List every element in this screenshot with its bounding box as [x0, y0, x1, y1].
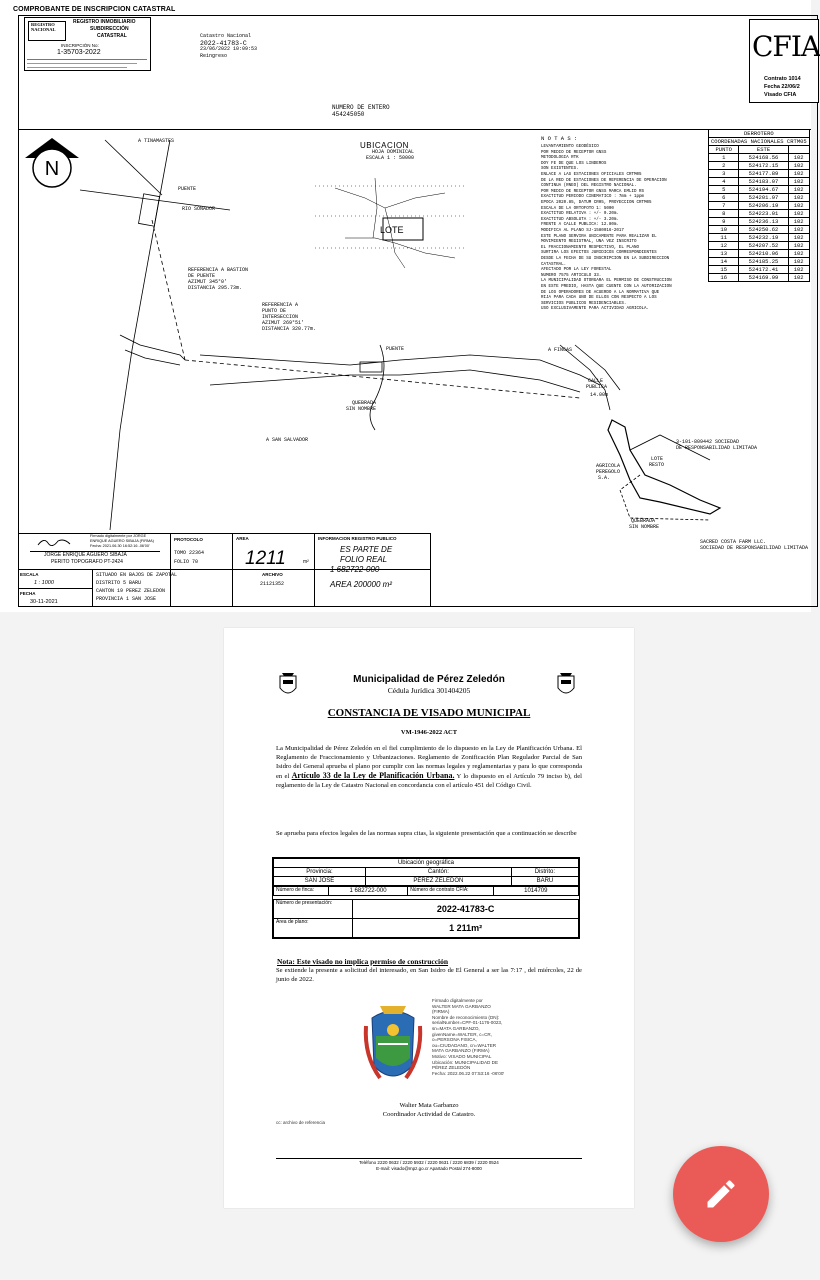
paragraph-1-text-a: La Municipalidad de Pérez Zeledón en el fiel cumplimiento de lo dispuesto en la Ley de Planificación Urbana. El Reglamento de Fraccionamiento y Urbanizaciones. Reglamento de Zonificación Plan Regulador Parcial de San Isidro del General aprueba el plano por cumplir con las normas legales y reglamentarias y para lo que corresponda en el: [276, 745, 582, 781]
certificate-paragraph-1: [276, 745, 582, 791]
signer-title: Coordinador Actividad de Catastro.: [382, 1111, 476, 1118]
catastro-title: Catastro Nacional: [200, 33, 252, 39]
label-resto: RESTO: [649, 462, 665, 468]
digital-signature-text: [432, 998, 522, 1076]
inscription-number: 1-35703-2022: [57, 49, 101, 56]
coord-norte: 102: [788, 178, 809, 186]
cadastral-plan-page: [0, 0, 820, 612]
table-header: Ubicación geográfica: [274, 859, 579, 868]
coord-punto: 12: [709, 242, 739, 250]
coord-row: [709, 202, 810, 210]
note-line: POR MEDIO DE RECEPTOR GNSS MARCA EMLID RS: [541, 189, 645, 194]
situado-line1: SITUADO EN BAJOS DE ZAPOTAL: [96, 572, 178, 578]
coord-norte: 102: [788, 250, 809, 258]
note-line: AFECTADO POR LA LEY FORESTAL: [541, 268, 612, 273]
cfia-visado: Visado CFIA: [764, 92, 797, 98]
finca-value: 1 682722-000: [328, 887, 407, 896]
coord-este: 524183.07: [739, 178, 788, 186]
coord-norte: 102: [788, 258, 809, 266]
label-calle1: CALLE: [588, 378, 604, 384]
coord-norte: 102: [788, 226, 809, 234]
certificate-paragraph-2: Se aprueba para efectos legales de las normas supra citas, la siguiente presentación que a continuación se describe: [276, 830, 577, 837]
label-lote: LOTE: [651, 456, 664, 462]
registro-line3: 1 682722-000: [330, 565, 380, 574]
titleblock-v4: [314, 533, 315, 607]
fecha-label: FECHA: [20, 591, 36, 596]
presentacion-label: Número de presentación:: [274, 900, 353, 919]
ubicacion-scale: ESCALA 1 : 50000: [366, 155, 415, 161]
registro-line4: AREA 200000 m²: [330, 580, 392, 589]
label-ref-interseccion2: PUNTO DE: [262, 308, 287, 314]
coord-norte: 102: [788, 202, 809, 210]
coord-norte: 102: [788, 162, 809, 170]
registry-logo-line1: REGISTRO: [31, 22, 55, 27]
coord-norte: 102: [788, 234, 809, 242]
signature-line: Nombre de reconocimiento (DN):: [432, 1014, 500, 1020]
coord-norte: 102: [788, 274, 809, 282]
coord-norte: 102: [788, 210, 809, 218]
note-line: NUMERO 7575 ARTICULO 33.: [541, 273, 602, 278]
signature-line: WALTER MATA GARBANZO: [432, 1003, 491, 1009]
coord-col-punto: PUNTO: [709, 146, 739, 154]
coord-norte: 102: [788, 218, 809, 226]
entry-number: 454245050: [332, 111, 365, 118]
note-line: SERVICIOS PUBLICOS RESIDENCIABLES.: [541, 301, 627, 306]
coord-row: [709, 210, 810, 218]
distrito-label: Distrito:: [511, 868, 578, 877]
note-line: EPOCA 2020.85, DATUM CR05, PROYECCION CRTM05: [541, 201, 652, 205]
label-ref-bastion: REFERENCIA A BASTION: [188, 267, 249, 273]
municipality-cedula: Cédula Jurídica 301404205: [387, 686, 471, 695]
registry-stamp: [24, 17, 151, 71]
coord-punto: 2: [709, 162, 739, 170]
label-sociedad: 3-101-809442 SOCIEDAD: [676, 439, 740, 445]
area-plano-value: 1 211m²: [353, 919, 579, 938]
signature-line: serialNumber=CPF-01-1176-0023,: [432, 1020, 503, 1026]
coord-norte: 102: [788, 186, 809, 194]
paragraph-1-article: Artículo 33 de la Ley de Planificación Urbana.: [291, 771, 455, 781]
signature-line: givenName=WALTER, c=CR,: [432, 1031, 492, 1037]
signature-line: ou=CIUDADANO, cn=WALTER: [432, 1042, 497, 1048]
note-line: LA MUNICIPALIDAD OTORGARA EL PERMISO DE CONSTRUCCION: [541, 279, 672, 284]
label-quebrada1: QUEBRADA: [352, 400, 377, 406]
coord-este: 524169.99: [739, 274, 788, 282]
coord-row: [709, 178, 810, 186]
surveyor-name: JORGE ENRIQUE AGUERO SIBAJA: [44, 552, 127, 558]
provincia-value: SAN JOSE: [274, 877, 366, 886]
label-rio-sonador: RIO SONADOR: [182, 206, 216, 212]
coord-punto: 7: [709, 202, 739, 210]
coord-row: [709, 154, 810, 162]
note-line: DESDE LA FECHA DE SU INSCRIPCION EN LA SUBDIRECCION: [541, 257, 670, 261]
label-sacred2: SOCIEDAD DE RESPONSABILIDAD LIMITADA: [700, 545, 809, 551]
coord-este: 524210.06: [739, 250, 788, 258]
svg-text:N: N: [44, 158, 60, 180]
titleblock-top: [18, 533, 430, 534]
note-line: RIJA PARA CADA UNO DE ELLOS CON RESPECTO A LOS: [541, 296, 657, 301]
coord-punto: 14: [709, 258, 739, 266]
cfia-stamp: [749, 19, 819, 103]
note-line: DE LA RED DE ESTACIONES DE REFERENCIA DE OPERACION: [541, 178, 667, 183]
area-label: AREA: [236, 536, 249, 541]
registro-label: INFORMACION REGISTRO PUBLICO: [318, 536, 397, 541]
label-sacred: SACRED COSTA FARM LLC.: [700, 539, 767, 545]
coord-este: 524172.41: [739, 266, 788, 274]
municipal-certificate-page: [224, 628, 634, 1208]
signature-line: Motivo: VISADO MUNICIPAL: [432, 1053, 492, 1059]
certificate-cc: cc: archivo de referencia: [276, 1120, 326, 1125]
signature-line: sn=MATA GARBANZO,: [432, 1025, 480, 1031]
note-line: EL FRACCIONAMIENTO RESPECTIVO, EL PLANO: [541, 245, 640, 250]
coord-header2: COORDENADAS NACIONALES CRTM05: [709, 138, 810, 146]
archivo-value: 21121352: [260, 581, 285, 587]
coord-punto: 8: [709, 210, 739, 218]
municipal-seal-icon: [362, 996, 424, 1096]
situado-line2: DISTRITO 5 BARU: [96, 580, 142, 586]
titleblock-h-escala: [18, 588, 92, 589]
sig-signed-date: Fecha: 2021.06.30 16:52:16 -06'00': [90, 544, 150, 548]
coord-este: 524250.62: [739, 226, 788, 234]
plan-heading: COMPROBANTE DE INSCRIPCION CATASTRAL: [13, 6, 176, 13]
presentacion-value: 2022-41783-C: [353, 900, 579, 919]
registry-org1: REGISTRO INMOBILIARIO: [73, 19, 136, 25]
canton-value: PÉREZ ZELEDÓN: [365, 877, 511, 886]
label-puente1: PUENTE: [178, 186, 197, 192]
coord-punto: 3: [709, 170, 739, 178]
signature-line: Fecha: 2022.06.22 07:53:16 -06'00': [432, 1070, 505, 1076]
titleblock-v1: [170, 533, 171, 607]
archivo-label: ARCHIVO: [262, 572, 283, 577]
canton-label: Cantón:: [365, 868, 511, 877]
signature-line: PÉREZ ZELEDÓN: [432, 1065, 471, 1071]
signer-name: Walter Mata Garbanzo: [399, 1102, 459, 1109]
coord-este: 524223.01: [739, 210, 788, 218]
label-tinamastes: A TINAMASTES: [138, 138, 175, 144]
note-line: POR MEDIO DE RECEPTOR GNSS: [541, 150, 607, 155]
surveyor-title: PERITO TOPOGRAFO PT-2424: [51, 559, 123, 565]
coord-row: [709, 242, 810, 250]
coord-punto: 5: [709, 186, 739, 194]
label-agricola: AGRICOLA: [596, 463, 621, 469]
label-azimut2: AZIMUT 269°51': [262, 320, 305, 326]
note-line: SON EXISTENTES.: [541, 167, 579, 172]
note-line: EXACTITUD RELATIVA : +/- 0.20m.: [541, 212, 619, 217]
note-line: SURTIRA LOS EFECTOS JURIDICOS CORRESPONDIENTES: [541, 251, 657, 256]
label-quebrada1b: SIN NOMBRE: [346, 406, 377, 412]
coord-norte: 102: [788, 242, 809, 250]
coord-este: 524168.56: [739, 154, 788, 162]
cfia-logo: CFIA: [752, 30, 820, 63]
signature-line: o=PERSONA FISICA,: [432, 1037, 477, 1043]
note-line: CATASTRAL.: [541, 262, 567, 267]
label-calle-width: 14.00m: [590, 392, 609, 398]
label-distancia1: DISTANCIA 295.73m.: [188, 285, 243, 291]
municipality-name: Municipalidad de Pérez Zeledón: [353, 674, 505, 685]
coord-norte: 102: [788, 154, 809, 162]
note-line: FRENTE A CALLE PUBLICA: 12.80m.: [541, 223, 619, 228]
edit-button[interactable]: [673, 1146, 769, 1242]
coord-norte: 102: [788, 194, 809, 202]
paragraph-1-text-b: Y lo dispuesto en el Artículo 79 inciso b), del reglamento de la Ley de Catastro Nacional en concordancia con el artículo 451 del Código Civil.: [276, 773, 582, 790]
catastro-status: Reingreso: [200, 53, 228, 59]
location-table: [272, 857, 580, 939]
coord-row: [709, 170, 810, 178]
note-line: ESTE PLANO SERVIRA UNICAMENTE PARA REALIZAR EL: [541, 234, 657, 239]
coord-row: [709, 274, 810, 282]
label-ref-bastion2: DE PUENTE: [188, 273, 216, 279]
note-line: ESCALA DE LA ORTOFOTO 1: 5000: [541, 206, 614, 211]
footer-phones: Teléfono 2220 0632 / 2220 5932 / 2220 0631 / 2220 6839 / 2220 0524: [359, 1160, 499, 1165]
fecha-value: 30-11-2021: [30, 599, 58, 605]
signature-line: (FIRMA): [432, 1009, 450, 1015]
escala-value: 1 : 1000: [34, 580, 54, 586]
coordinates-table: [708, 129, 810, 282]
label-puente2: PUENTE: [386, 346, 405, 352]
coord-punto: 13: [709, 250, 739, 258]
coord-norte: 102: [788, 170, 809, 178]
note-line: MOVIMIENTO REGISTRAL, UNA VEZ INSCRITO: [541, 240, 637, 245]
note-line: LEVANTAMIENTO GEODÉSICO: [541, 145, 599, 149]
registry-fineprint-line: [27, 67, 127, 68]
finca-label: Número de finca:: [274, 887, 329, 896]
label-quebrada2: QUEBRADA: [631, 518, 656, 524]
situado-line4: PROVINCIA 1 SAN JOSE: [96, 596, 157, 602]
coord-este: 524236.13: [739, 218, 788, 226]
coord-este: 524206.19: [739, 202, 788, 210]
coord-row: [709, 258, 810, 266]
inscription-label: INSCRIPCIÓN No:: [61, 43, 99, 48]
protocolo-tomo: TOMO 22364: [174, 550, 205, 556]
coord-col-norte: [788, 146, 809, 154]
situado-line3: CANTON 19 PEREZ ZELEDON: [96, 588, 166, 594]
certificate-title: CONSTANCIA DE VISADO MUNICIPAL: [327, 707, 531, 719]
coord-row: [709, 186, 810, 194]
coord-punto: 10: [709, 226, 739, 234]
coord-este: 524207.52: [739, 242, 788, 250]
ubicacion-lote: LOTE: [380, 225, 404, 235]
area-unit: m²: [303, 559, 309, 565]
registro-line2: FOLIO REAL: [340, 555, 388, 564]
coord-row: [709, 226, 810, 234]
label-calle2: PUBLICA: [586, 384, 608, 390]
coord-punto: 16: [709, 274, 739, 282]
notes-title: N O T A S :: [541, 135, 578, 142]
note-line: MODIFICA AL PLANO SJ-1580016-2017: [541, 229, 624, 233]
ubicacion-sheet: HOJA DOMINICAL: [372, 149, 415, 155]
distrito-value: BARU: [511, 877, 578, 886]
coord-punto: 4: [709, 178, 739, 186]
coord-row: [709, 218, 810, 226]
titleblock-v2: [232, 533, 233, 607]
label-distancia2: DISTANCIA 320.77m.: [262, 326, 317, 332]
coord-row: [709, 266, 810, 274]
note-line: USO EXCLUSIVAMENTE PARA ACTIVIDAD AGRICOLA.: [541, 307, 650, 312]
label-ref-interseccion3: INTERSECCION: [262, 314, 299, 320]
label-agricola3: S.A.: [598, 475, 611, 481]
note-line: EN ESTE PREDIO, HASTA QUE CUENTE CON LA AUTORIZACION: [541, 285, 672, 289]
note-line: DOY FE DE QUE LOS LINDEROS: [541, 161, 607, 166]
coord-row: [709, 162, 810, 170]
registry-logo: [28, 21, 66, 41]
ubicacion-title: UBICACION: [360, 141, 409, 150]
coord-norte: 102: [788, 266, 809, 274]
catastro-plan-number: 2022-41783-C: [200, 40, 247, 47]
coord-este: 524172.15: [739, 162, 788, 170]
label-agricola2: PEREGOLO: [596, 469, 621, 475]
coord-punto: 1: [709, 154, 739, 162]
protocolo-label: PROTOCOLO: [174, 537, 203, 542]
location-map: [315, 168, 465, 273]
cfia-contract: Contrato 1014: [764, 76, 801, 82]
pencil-icon: [703, 1176, 739, 1212]
coord-body: [709, 154, 810, 282]
label-sociedad2: DE RESPONSABILIDAD LIMITADA: [676, 445, 758, 451]
coord-este: 524201.97: [739, 194, 788, 202]
protocolo-folio: FOLIO 70: [174, 559, 199, 565]
certificate-note: Nota: Este visado no implica permiso de construcción: [277, 957, 449, 966]
note-line: CONTINUA (RNEO) DEL REGISTRO NACIONAL.: [541, 184, 637, 189]
label-ref-interseccion: REFERENCIA A: [262, 302, 299, 308]
coord-este: 524232.19: [739, 234, 788, 242]
coord-row: [709, 234, 810, 242]
coord-punto: 6: [709, 194, 739, 202]
registry-fineprint-line: [27, 63, 137, 64]
catastro-datetime: 23/06/2022 10:09:53: [200, 46, 258, 52]
registry-org2: SUBDIRECCIÓN: [90, 26, 129, 32]
cfia-date: Fecha 22/06/2: [764, 84, 800, 90]
note-line: EXACTITUD ABSOLUTA : +/- 3.20m.: [541, 217, 619, 222]
certificate-code: VM-1946-2022 ACT: [400, 729, 458, 736]
registry-org3: CATASTRAL: [97, 33, 127, 39]
titleblock-v5: [430, 533, 431, 607]
coord-punto: 15: [709, 266, 739, 274]
certificate-issued: Se extiende la presente a solicitud del interesado, en San Isidro de El General a ser las 7:17 , del miércoles, 22 de junio de 2022.: [276, 967, 582, 983]
coord-header1: DERROTERO: [709, 130, 810, 138]
escala-label: ESCALA: [20, 572, 39, 577]
titleblock-v3: [92, 569, 93, 607]
sig-signed-name: ENRIQUE AGUERO SIBAJA (FIRMA): [90, 539, 154, 543]
label-fincas: A FINCAS: [548, 347, 573, 353]
coord-row: [709, 194, 810, 202]
contrato-label: Número de contrato CFIA:: [408, 887, 493, 896]
note-line: ENLACE A LAS ESTACIONES OFICIALES CRTM05: [541, 173, 642, 177]
note-line: METODOLOGIA RTK: [541, 156, 579, 161]
note-line: DE LOS OPERADORES DE ACUERDO A LA NORMATIVA QUE: [541, 290, 660, 295]
surveyor-signature-icon: [36, 535, 76, 549]
registry-divider: [27, 59, 147, 60]
coord-row: [709, 250, 810, 258]
provincia-label: Provincia:: [274, 868, 366, 877]
coord-este: 524177.89: [739, 170, 788, 178]
label-azimut1: AZIMUT 345°0': [188, 279, 228, 285]
area-value: 1211: [245, 548, 286, 569]
label-san-salvador: A SAN SALVADOR: [266, 437, 309, 443]
coord-este: 524194.67: [739, 186, 788, 194]
coord-este: 524185.25: [739, 258, 788, 266]
footer-rule: [276, 1158, 582, 1159]
label-quebrada2b: SIN NOMBRE: [629, 524, 660, 530]
coord-col-este: ESTE: [739, 146, 788, 154]
coord-punto: 9: [709, 218, 739, 226]
contrato-value: 1014709: [493, 887, 578, 896]
footer-email: E-mail: visado@mpz.go.cr Apartado Postal 274-8000: [376, 1166, 482, 1171]
area-plano-label: Área de plano:: [274, 919, 353, 938]
coord-punto: 11: [709, 234, 739, 242]
registry-logo-line2: NACIONAL: [31, 26, 56, 32]
signature-line: MATA GARBANZO (FIRMA): [432, 1048, 490, 1054]
entry-label: NUMERO DE ENTERO: [332, 104, 390, 111]
signature-line: Firmado digitalmente por: [432, 998, 483, 1003]
signature-line: Ubicación: MUNICIPALIDAD DE: [432, 1059, 499, 1065]
sig-signed-by: Firmado digitalmente por JORGE: [90, 534, 147, 538]
registro-line1: ES PARTE DE: [340, 545, 393, 554]
note-line: EXACTITUD PERIODO CINEMATICO : 7mm + 1ppm: [541, 195, 645, 200]
